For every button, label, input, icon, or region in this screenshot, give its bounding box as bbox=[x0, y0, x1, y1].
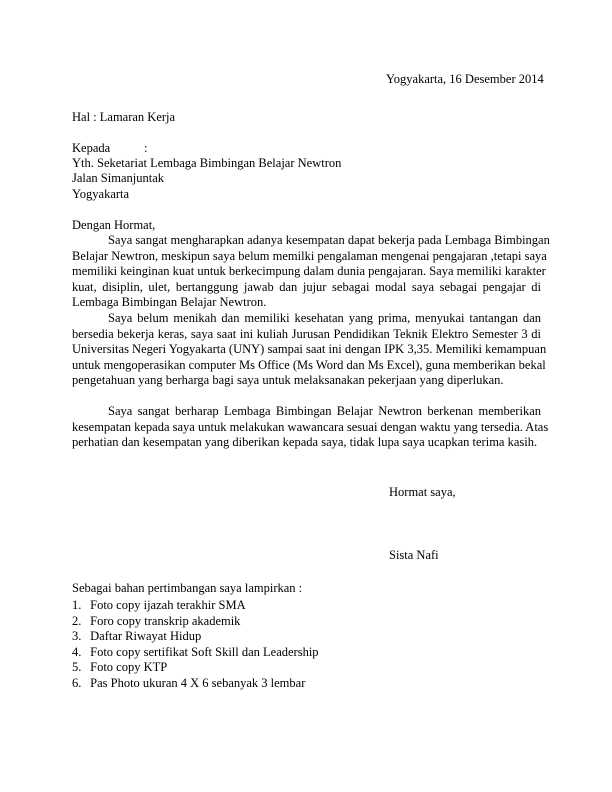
list-item bbox=[72, 676, 319, 692]
paragraph-line: Belajar Newtron, meskipun saya belum memilki pengalaman mengenai pengajaran ,tetapi saya bbox=[72, 248, 547, 263]
body-paragraph-1 bbox=[72, 233, 550, 311]
paragraph-line: Lembaga Bimbingan Belajar Newtron. bbox=[72, 295, 267, 309]
attachments-intro: Sebagai bahan pertimbangan saya lampirkan : bbox=[72, 581, 303, 595]
list-item-text: Daftar Riwayat Hidup bbox=[90, 629, 202, 643]
body-paragraph-2 bbox=[72, 311, 547, 389]
attachments-list bbox=[72, 598, 319, 691]
paragraph-line: perhatian dan kesempatan yang diberikan kepada saya, tidak lupa saya ucapkan terima kasih. bbox=[72, 435, 538, 449]
signature-name: Sista Nafi bbox=[389, 548, 439, 562]
list-item-number: 5. bbox=[72, 660, 82, 674]
letter-date: Yogyakarta, 16 Desember 2014 bbox=[386, 72, 544, 86]
closing: Hormat saya, bbox=[389, 485, 456, 499]
list-item-text: Foto copy KTP bbox=[90, 660, 168, 674]
list-item-text: Foro copy transkrip akademik bbox=[90, 613, 241, 628]
list-item-number: 4. bbox=[72, 644, 82, 659]
paragraph-line: bersedia bekerja keras, saya saat ini kuliah Jurusan Pendidikan Teknik Elektro Semester 3 di bbox=[72, 326, 541, 341]
list-item-number: 2. bbox=[72, 613, 82, 628]
recipient-line-1: Yth. Seketariat Lembaga Bimbingan Belajar Newtron bbox=[72, 156, 342, 170]
paragraph-line: kesempatan kepada saya untuk melakukan wawancara sesuai dengan waktu yang tersedia. Atas bbox=[72, 419, 549, 434]
list-item bbox=[72, 614, 319, 630]
list-item-number: 1. bbox=[72, 598, 82, 612]
list-item bbox=[72, 629, 319, 645]
list-item bbox=[72, 645, 319, 661]
paragraph-line: Universitas Negeri Yogyakarta (UNY) sampai saat ini dengan IPK 3,35. Memiliki kemampuan bbox=[72, 342, 547, 356]
list-item-text: Foto copy sertifikat Soft Skill dan Leadership bbox=[90, 644, 319, 659]
list-item bbox=[72, 660, 319, 676]
recipient-line-2: Jalan Simanjuntak bbox=[72, 171, 164, 185]
body-paragraph-3 bbox=[72, 404, 549, 451]
paragraph-line: Saya belum menikah dan memiliki kesehatan yang prima, menyukai tantangan dan bbox=[108, 311, 541, 325]
paragraph-line: pengetahuan yang berharga bagi saya untuk melaksanakan pekerjaan yang diperlukan. bbox=[72, 373, 504, 387]
list-item-number: 3. bbox=[72, 629, 82, 643]
paragraph-line: kuat, disiplin, ulet, bertanggung jawab dan jujur sebagai modal saya sebagai pengajar di bbox=[72, 279, 541, 294]
paragraph-line: Saya sangat berharap Lembaga Bimbingan Belajar Newtron berkenan memberikan bbox=[108, 404, 541, 418]
paragraph-line: untuk mengoperasikan computer Ms Office (Ms Word dan Ms Excel), guna memberikan bekal bbox=[72, 357, 546, 372]
list-item-text: Foto copy ijazah terakhir SMA bbox=[90, 598, 246, 612]
paragraph-line: memiliki keinginan kuat untuk berkecimpung dalam dunia pengajaran. Saya memiliki karakter bbox=[72, 264, 546, 278]
list-item-text: Pas Photo ukuran 4 X 6 sebanyak 3 lembar bbox=[90, 675, 306, 690]
list-item-number: 6. bbox=[72, 675, 82, 690]
letter-subject: Hal : Lamaran Kerja bbox=[72, 110, 176, 124]
list-item bbox=[72, 598, 319, 614]
paragraph-line: Saya sangat mengharapkan adanya kesempatan dapat bekerja pada Lembaga Bimbingan bbox=[108, 233, 550, 247]
kepada-colon: : bbox=[144, 141, 148, 155]
greeting: Dengan Hormat, bbox=[72, 218, 156, 232]
kepada-label: Kepada bbox=[72, 141, 111, 155]
recipient-line-3: Yogyakarta bbox=[72, 187, 130, 201]
